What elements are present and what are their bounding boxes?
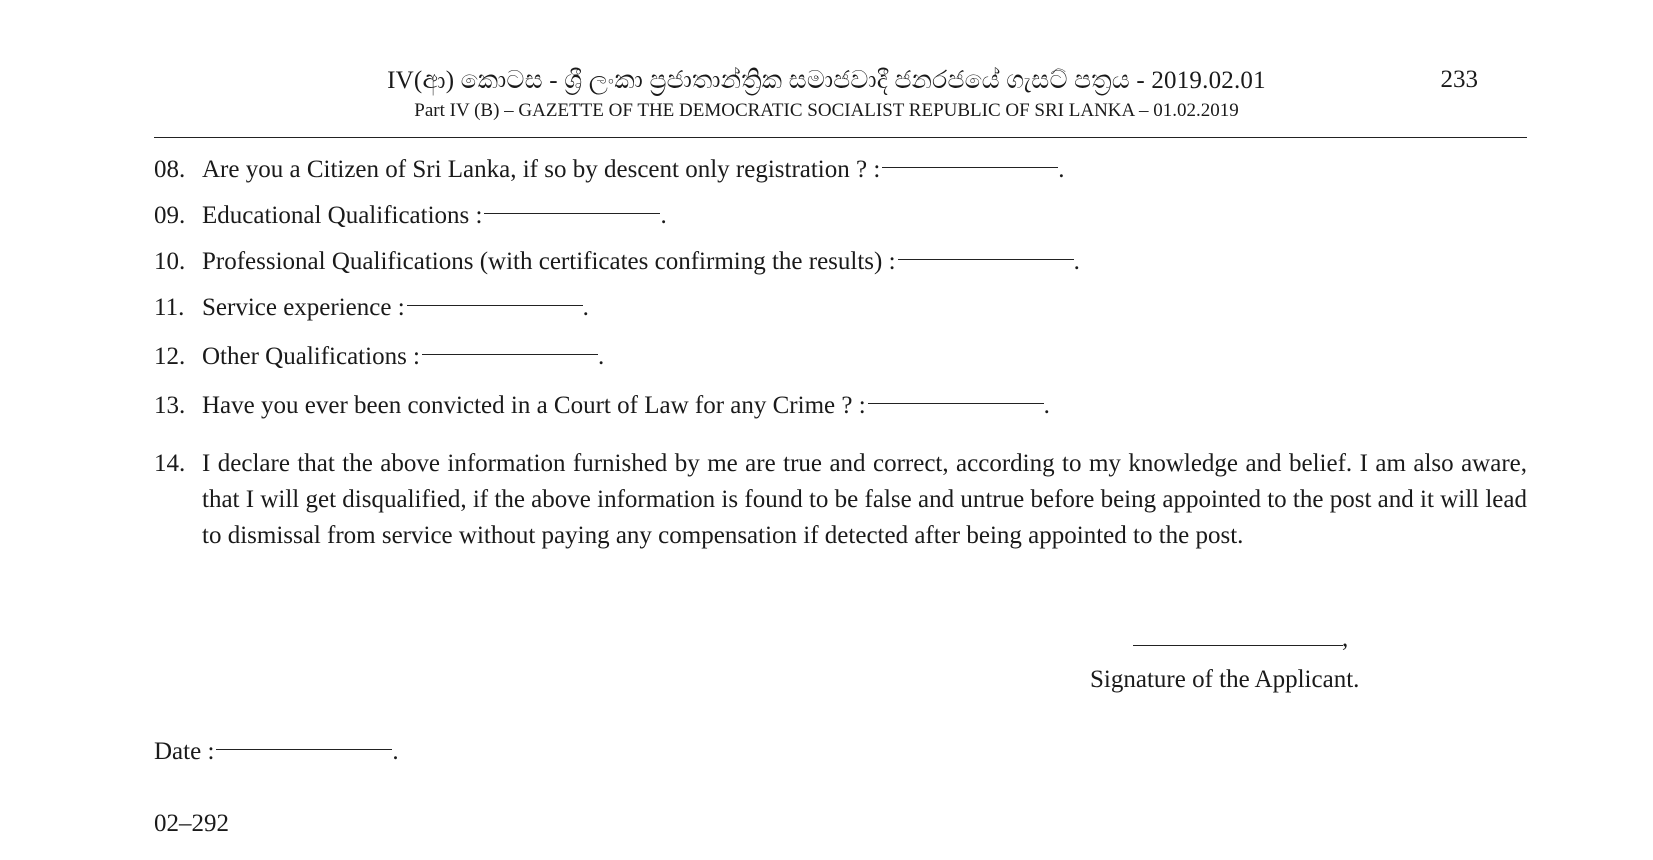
form-item-professional-qualifications xyxy=(154,244,1080,280)
item-end-mark: . xyxy=(1058,156,1065,183)
header-rule xyxy=(154,137,1527,138)
answer-blank-line xyxy=(422,354,598,355)
page-number: 233 xyxy=(1440,66,1478,93)
signature-comma: , xyxy=(1342,625,1349,652)
item-number: 11. xyxy=(154,294,185,321)
item-number: 09. xyxy=(154,202,186,229)
item-end-mark: . xyxy=(582,294,589,321)
item-question: Service experience : xyxy=(202,294,405,321)
answer-blank-line xyxy=(868,403,1044,404)
date-end-mark: . xyxy=(392,738,399,765)
declaration-text: I declare that the above information furnished by me are true and correct, according to my knowledge and belief. I am also aware, that I will get disqualified, if the above information is found to be false and untrue before being appointed to the post and it will lead to dismissal from service without paying any compensation if detected after being appointed to the post. xyxy=(202,450,1527,549)
item-number: 13. xyxy=(154,392,186,419)
header-english-title: Part IV (B) – GAZETTE OF THE DEMOCRATIC SOCIALIST REPUBLIC OF SRI LANKA – 01.02.2019 xyxy=(414,100,1239,121)
form-item-service-experience xyxy=(154,290,589,326)
item-number: 08. xyxy=(154,156,186,183)
form-item-declaration xyxy=(154,446,1527,554)
signature-blank-line xyxy=(1133,645,1343,646)
item-question: Other Qualifications : xyxy=(202,343,420,370)
form-item-other-qualifications xyxy=(154,339,604,375)
item-number: 10. xyxy=(154,248,186,275)
header-sinhala-title: IV(ආ) කොටස - ශ්‍රී ලංකා ප්‍රජාතාන්ත්‍රික සමාජවාදී ජනරජයේ ගැසට් පත්‍රය - 2019.02.01 xyxy=(387,67,1266,94)
date-field xyxy=(154,734,399,770)
date-blank-line xyxy=(216,749,392,750)
form-item-educational-qualifications xyxy=(154,198,667,234)
item-question: Professional Qualifications (with certificates confirming the results) : xyxy=(202,248,896,275)
answer-blank-line xyxy=(898,259,1074,260)
item-end-mark: . xyxy=(1043,392,1050,419)
item-end-mark: . xyxy=(660,202,667,229)
item-number: 12. xyxy=(154,343,186,370)
signature-label: Signature of the Applicant. xyxy=(1090,666,1360,693)
reference-code: 02–292 xyxy=(154,810,229,837)
answer-blank-line xyxy=(484,213,660,214)
answer-blank-line xyxy=(407,305,583,306)
date-label: Date : xyxy=(154,738,215,765)
answer-blank-line xyxy=(882,167,1058,168)
form-item-citizenship xyxy=(154,152,1065,188)
item-number: 14. xyxy=(154,450,186,477)
item-question: Are you a Citizen of Sri Lanka, if so by descent only registration ? : xyxy=(202,156,881,183)
item-end-mark: . xyxy=(598,343,605,370)
item-question: Educational Qualifications : xyxy=(202,202,483,229)
item-end-mark: . xyxy=(1073,248,1080,275)
form-item-convictions xyxy=(154,388,1050,424)
item-question: Have you ever been convicted in a Court of Law for any Crime ? : xyxy=(202,392,866,419)
